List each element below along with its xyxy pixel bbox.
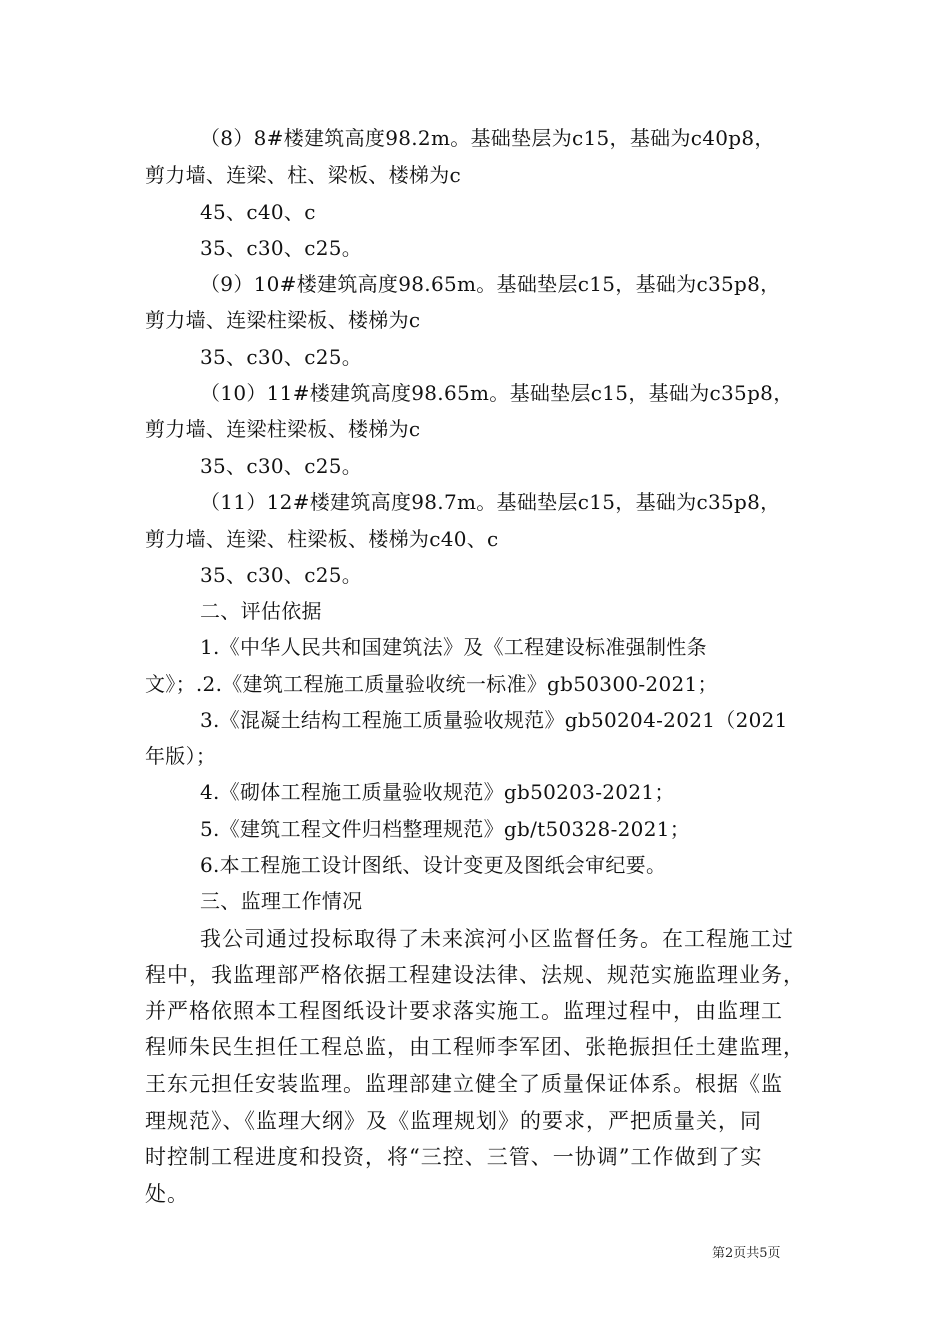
text-line: 35、c30、c25。: [200, 345, 363, 369]
text-line: 文》；.2.《建筑工程施工质量验收统一标准》gb50300-2021；: [145, 672, 718, 696]
section-heading: 二、评估依据: [200, 599, 322, 623]
page-number-footer: 第2页共5页: [712, 1246, 781, 1261]
text-line: 王东元担任安装监理。监理部建立健全了质量保证体系。根据《监: [145, 1072, 783, 1096]
text-line: 6.本工程施工设计图纸、设计变更及图纸会审纪要。: [200, 853, 667, 877]
section-heading: 三、监理工作情况: [200, 889, 363, 913]
text-line: 理规范》、《监理大纲》及《监理规划》的要求，严把质量关，同: [145, 1109, 762, 1133]
text-line: （11）12#楼建筑高度98.7m。基础垫层c15，基础为c35p8，: [200, 490, 781, 514]
text-line: 45、c40、c: [200, 200, 316, 224]
text-line: 1.《中华人民共和国建筑法》及《工程建设标准强制性条: [200, 635, 707, 659]
text-line: （10）11#楼建筑高度98.65m。基础垫层c15，基础为c35p8，: [200, 381, 794, 405]
text-line: 剪力墙、连梁柱梁板、楼梯为c: [145, 308, 421, 332]
text-line: 5.《建筑工程文件归档整理规范》gb/t50328-2021；: [200, 817, 691, 841]
text-line: （9）10#楼建筑高度98.65m。基础垫层c15，基础为c35p8，: [200, 272, 781, 296]
text-line: 时控制工程进度和投资，将“三控、三管、一协调”工作做到了实: [145, 1145, 763, 1169]
text-line: 处。: [145, 1182, 189, 1206]
text-line: 3.《混凝土结构工程施工质量验收规范》gb50204-2021（2021: [200, 708, 788, 732]
text-line: 35、c30、c25。: [200, 236, 363, 260]
text-line: 剪力墙、连梁、柱、梁板、楼梯为c: [145, 163, 462, 187]
text-line: 程师朱民生担任工程总监，由工程师李军团、张艳振担任土建监理，: [145, 1035, 805, 1059]
text-line: 我公司通过投标取得了未来滨河小区监督任务。在工程施工过: [200, 927, 794, 951]
text-line: 并严格依照本工程图纸设计要求落实施工。监理过程中，由监理工: [145, 999, 783, 1023]
text-line: 35、c30、c25。: [200, 454, 363, 478]
text-line: （8）8#楼建筑高度98.2m。基础垫层为c15，基础为c40p8，: [200, 126, 775, 150]
text-line: 4.《砌体工程施工质量验收规范》gb50203-2021；: [200, 780, 675, 804]
text-line: 剪力墙、连梁、柱梁板、楼梯为c40、c: [145, 527, 499, 551]
text-line: 程中，我监理部严格依据工程建设法律、法规、规范实施监理业务，: [145, 963, 805, 987]
text-line: 35、c30、c25。: [200, 563, 363, 587]
text-line: 剪力墙、连梁柱梁板、楼梯为c: [145, 417, 421, 441]
text-line: 年版）；: [145, 744, 217, 768]
